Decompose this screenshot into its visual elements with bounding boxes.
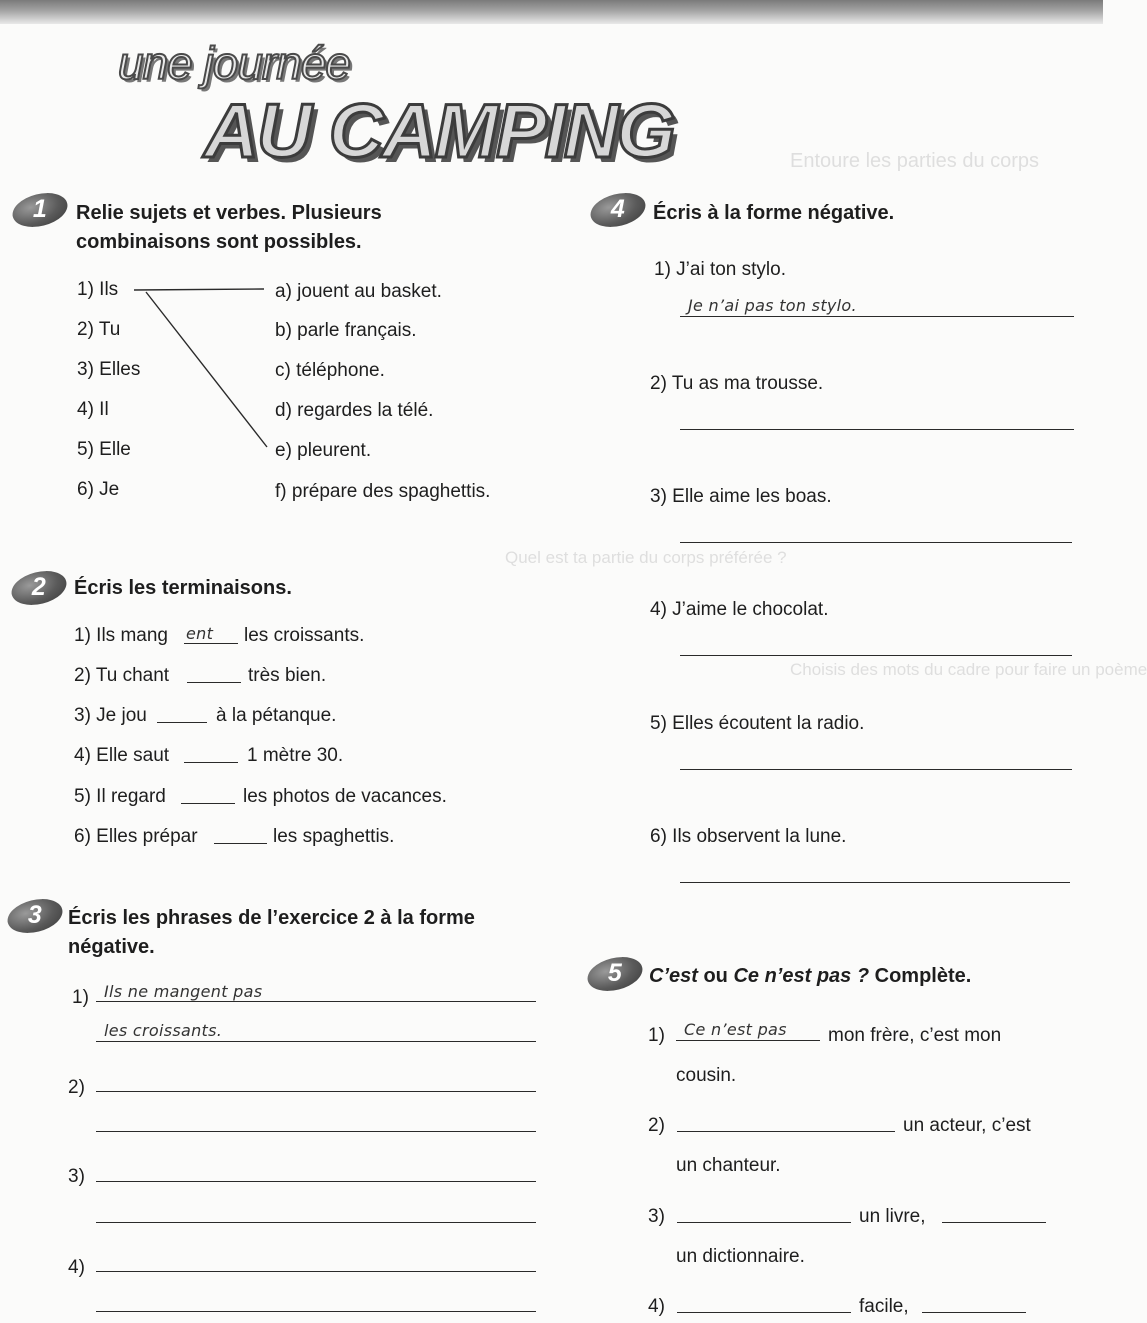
ex5-item-continuation: cousin. xyxy=(676,1065,737,1086)
ex3-item-number: 1) xyxy=(72,987,89,1008)
ex1-subject: 3) Elles xyxy=(77,359,141,380)
connect-line xyxy=(134,289,264,290)
ex1-subject: 1) Ils xyxy=(77,279,119,300)
show-through-text: Quel est ta partie du corps préférée ? xyxy=(505,548,787,567)
ex1-verb: e) pleurent. xyxy=(275,440,372,461)
ex1-subject: 6) Je xyxy=(77,479,120,500)
ex2-item-stem: 2) Tu chant xyxy=(74,665,170,686)
ex2-item-stem: 3) Je jou xyxy=(74,705,147,726)
ex3-handwritten-answer: Ils ne mangent pas xyxy=(104,982,263,1001)
ex5-item-rest: mon frère, c’est mon xyxy=(828,1025,1002,1046)
ex3-answer-line xyxy=(96,1311,536,1312)
ex4-answer-line xyxy=(680,882,1070,883)
ex3-handwritten-answer: les croissants. xyxy=(104,1021,223,1040)
ex5-answer-blank xyxy=(942,1222,1046,1223)
ex1-subject: 2) Tu xyxy=(77,319,121,340)
ex5-instruction-complete: Complète. xyxy=(869,965,972,987)
ex5-instruction-cenestpas: Ce n’est pas ? xyxy=(733,965,870,987)
ex3-answer-line xyxy=(96,1041,536,1042)
ex5-handwritten-answer: Ce n’est pas xyxy=(684,1020,787,1039)
ex4-answer-line xyxy=(680,429,1074,430)
ex1-verb: a) jouent au basket. xyxy=(275,281,442,302)
ex3-answer-line xyxy=(96,1091,536,1092)
ex3-instruction-line1: Écris les phrases de l’exercice 2 à la forme xyxy=(68,907,475,929)
ex2-item-rest: très bien. xyxy=(248,665,327,686)
ex3-answer-line xyxy=(96,1271,536,1272)
ex2-item-stem: 4) Elle saut xyxy=(74,745,170,766)
ex5-answer-blank xyxy=(676,1040,820,1041)
ex5-instruction-ou: ou xyxy=(697,965,734,987)
ex2-item-rest: les photos de vacances. xyxy=(243,786,447,807)
ex3-instruction-line2: négative. xyxy=(68,936,155,958)
exercise-number-badge: 2 xyxy=(8,566,70,611)
ex2-answer-blank xyxy=(184,762,238,763)
ex2-answer-blank xyxy=(181,803,235,804)
ex5-item-rest: facile, xyxy=(859,1296,909,1317)
connect-line xyxy=(146,292,267,447)
ex2-item-stem: 6) Elles prépar xyxy=(74,826,198,847)
exercise-number-badge: 1 xyxy=(9,188,71,233)
ex1-instruction-line2: combinaisons sont possibles. xyxy=(76,231,362,253)
ex2-item-rest: les spaghettis. xyxy=(273,826,395,847)
ex4-sentence: 2) Tu as ma trousse. xyxy=(650,373,824,394)
ex3-answer-line xyxy=(96,1181,536,1182)
title-line1: une journée xyxy=(118,37,350,89)
ex5-item-continuation: un dictionnaire. xyxy=(676,1246,805,1267)
ex2-answer-blank xyxy=(187,682,241,683)
title-line2: AU CAMPING xyxy=(204,89,674,174)
ex5-item-number: 3) xyxy=(648,1206,665,1227)
ex2-instruction: Écris les terminaisons. xyxy=(74,577,292,599)
ex4-sentence: 4) J’aime le chocolat. xyxy=(650,599,829,620)
ex3-item-number: 2) xyxy=(68,1077,85,1098)
ex4-answer-line xyxy=(680,655,1072,656)
exercise-number-badge: 3 xyxy=(4,894,66,939)
page-top-band xyxy=(0,0,1103,24)
ex5-item-rest: un livre, xyxy=(859,1206,926,1227)
ex3-item-number: 4) xyxy=(68,1257,85,1278)
ex4-answer-line xyxy=(680,769,1072,770)
ex2-answer-blank xyxy=(157,722,207,723)
ex2-item-stem: 5) Il regard xyxy=(74,786,166,807)
show-through-text: Choisis des mots du cadre pour faire un poème xyxy=(790,660,1147,679)
ex5-answer-blank xyxy=(677,1222,851,1223)
ex2-item-stem: 1) Ils mang xyxy=(74,625,168,646)
ex1-verb: f) prépare des spaghettis. xyxy=(275,481,491,502)
ex5-item-continuation: un chanteur. xyxy=(676,1155,781,1176)
ex4-sentence: 1) J’ai ton stylo. xyxy=(654,259,786,280)
ex1-verb: b) parle français. xyxy=(275,320,417,341)
ex3-answer-line xyxy=(96,1222,536,1223)
ex1-instruction-line1: Relie sujets et verbes. Plusieurs xyxy=(76,202,382,224)
ex4-handwritten-answer: Je n’ai pas ton stylo. xyxy=(688,296,857,315)
ex4-sentence: 6) Ils observent la lune. xyxy=(650,826,847,847)
ex5-item-number: 2) xyxy=(648,1115,665,1136)
ex4-sentence: 3) Elle aime les boas. xyxy=(650,486,832,507)
ex5-item-rest: un acteur, c’est xyxy=(903,1115,1031,1136)
ex5-answer-blank xyxy=(677,1131,895,1132)
ex2-answer-blank xyxy=(184,643,238,644)
ex1-subject: 5) Elle xyxy=(77,439,131,460)
ex3-item-number: 3) xyxy=(68,1166,85,1187)
ex5-item-number: 4) xyxy=(648,1296,665,1317)
ex2-item-rest: à la pétanque. xyxy=(216,705,337,726)
ex1-connecting-lines xyxy=(130,280,275,460)
ex4-answer-line xyxy=(680,542,1072,543)
ex4-sentence: 5) Elles écoutent la radio. xyxy=(650,713,865,734)
ex2-answer-blank xyxy=(214,843,267,844)
ex1-verb: d) regardes la télé. xyxy=(275,400,434,421)
ex3-answer-line xyxy=(96,1001,536,1002)
ex4-instruction: Écris à la forme négative. xyxy=(653,202,895,224)
ex2-item-rest: 1 mètre 30. xyxy=(247,745,344,766)
ex1-verb: c) téléphone. xyxy=(275,360,385,381)
exercise-number-badge: 5 xyxy=(584,952,646,997)
ex2-handwritten-answer: ent xyxy=(186,624,214,643)
ex5-item-number: 1) xyxy=(648,1025,665,1046)
exercise-number-badge: 4 xyxy=(587,188,649,233)
ex5-instruction xyxy=(649,962,971,991)
ex1-subject: 4) Il xyxy=(77,399,109,420)
ex4-answer-line xyxy=(680,316,1074,317)
ex5-answer-blank xyxy=(922,1312,1026,1313)
ex5-answer-blank xyxy=(677,1312,851,1313)
ex3-answer-line xyxy=(96,1131,536,1132)
ex5-instruction-cest: C’est xyxy=(649,965,698,987)
show-through-text: Entoure les parties du corps xyxy=(790,150,1040,172)
ex2-item-rest: les croissants. xyxy=(244,625,365,646)
